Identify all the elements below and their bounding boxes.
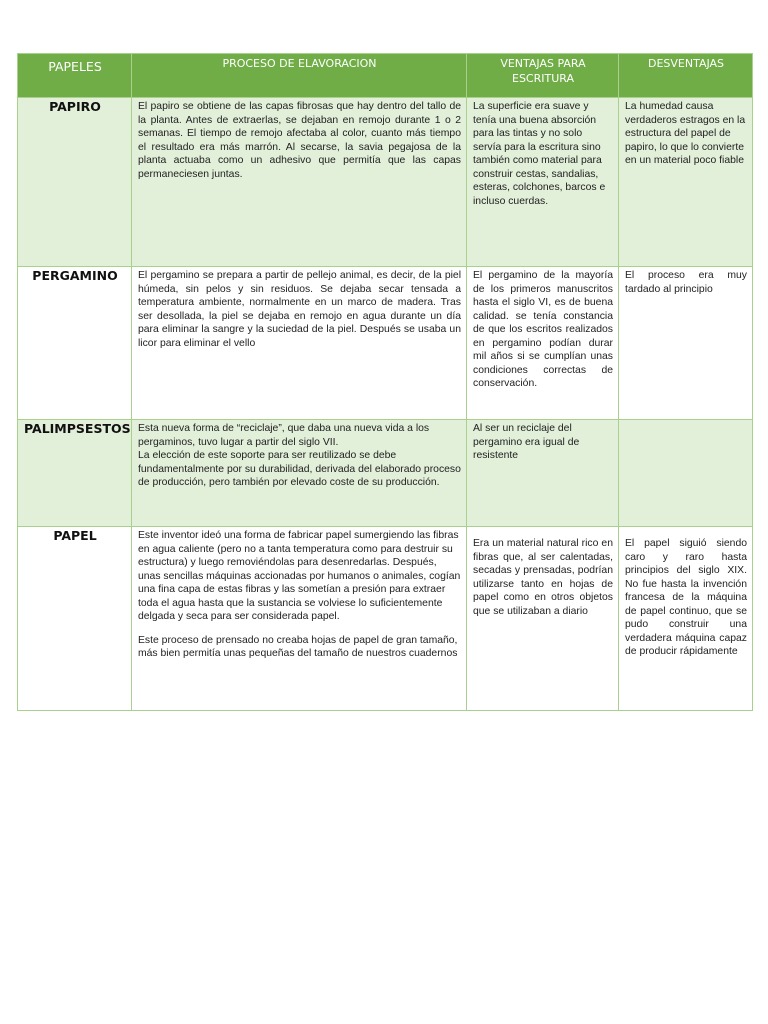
row-name: PERGAMINO [18,267,132,420]
proceso-cell: El pergamino se prepara a partir de pellejo animal, es decir, de la piel húmeda, sin pelos y sin residuos. Se dejaba secar tensada a temperatura ambiente, normalmente en un marco de madera. Tras ser desollada, la piel se dejaba en remojo en agua durante un día para eliminar la sangre y la suciedad de la piel. Después se usaba un licor para eliminar el vello [132,267,467,420]
comparison-table [17,53,753,711]
desventajas-cell [619,420,753,527]
desventajas-text: El papel siguió siendo caro y raro hasta principios del siglo XIX. No fue hasta la invención francesa de la máquina de papel continuo, que se pudo construir una verdadera máquina capaz de producir rápidamente [625,538,747,657]
table-row [18,527,753,711]
proceso-cell [132,420,467,527]
desventajas-cell: La humedad causa verdaderos estragos en la estructura del papel de papiro, lo que lo convierte en un material poco fiable [619,98,753,267]
table-row [18,267,753,420]
header-row [18,54,753,98]
proceso-paragraph: Este proceso de prensado no creaba hojas de papel de gran tamaño, más bien permitía unas pequeñas del tamaño de nuestros cuadernos [138,634,458,659]
ventajas-cell: Al ser un reciclaje del pergamino era igual de resistente [467,420,619,527]
ventajas-text: Era un material natural rico en fibras que, al ser calentadas, secadas y prensadas, podrían utilizarse tanto en hojas de papel como en otros objetos que se utilizaban a diario [473,538,613,617]
header-ventajas: VENTAJAS PARA ESCRITURA [467,54,619,98]
proceso-cell: El papiro se obtiene de las capas fibrosas que hay dentro del tallo de la planta. Antes de extraerlas, se dejaban en remojo durante 1 o 2 semanas. El tiempo de remojo afectaba al color, cuanto más tiempo el resultado era más marrón. Al secarse, la savia pegajosa de la planta actuaba como un adhesivo que permitía que las capas permaneciesen juntas. [132,98,467,267]
desventajas-cell: El proceso era muy tardado al principio [619,267,753,420]
header-papeles: PAPELES [18,54,132,98]
proceso-paragraph: Esta nueva forma de “reciclaje”, que daba una nueva vida a los pergaminos, tuvo lugar a partir del siglo VII. [138,423,430,448]
desventajas-cell [619,527,753,711]
ventajas-cell: El pergamino de la mayoría de los primeros manuscritos hasta el siglo VI, es de buena calidad. se tenía constancia de que los escritos realizados en pergamino podían durar mil años si se cumplían unas condiciones correctas de conservación. [467,267,619,420]
table-row [18,420,753,527]
row-name: PAPEL [18,527,132,711]
proceso-paragraph: Este inventor ideó una forma de fabricar papel sumergiendo las fibras en agua caliente (pero no a tanta temperatura como para destruir su estructura) y luego removiéndolas para desenredarlas. Después, unas sencillas máquinas accionadas por humanos o animales, cogían una fina capa de estas fibras y las sometían a presión para extraer toda el agua hasta que la sustancia se volviese lo suficientemente delgada y seca para ser considerada papel. [138,530,461,622]
header-desventajas: DESVENTAJAS [619,54,753,98]
ventajas-cell [467,527,619,711]
proceso-paragraph: La elección de este soporte para ser reutilizado se debe fundamentalmente por su durabilidad, derivada del elaborado proceso de producción, pero también por elevado coste de su producción. [138,450,461,488]
proceso-cell [132,527,467,711]
ventajas-cell: La superficie era suave y tenía una buena absorción para las tintas y no solo servía para la escritura sino también como material para construir cestas, sandalias, esteras, colchones, barcos e incluso cuerdas. [467,98,619,267]
header-proceso: PROCESO DE ELAVORACION [132,54,467,98]
table-row [18,98,753,267]
row-name: PALIMPSESTOS [18,420,132,527]
row-name: PAPIRO [18,98,132,267]
